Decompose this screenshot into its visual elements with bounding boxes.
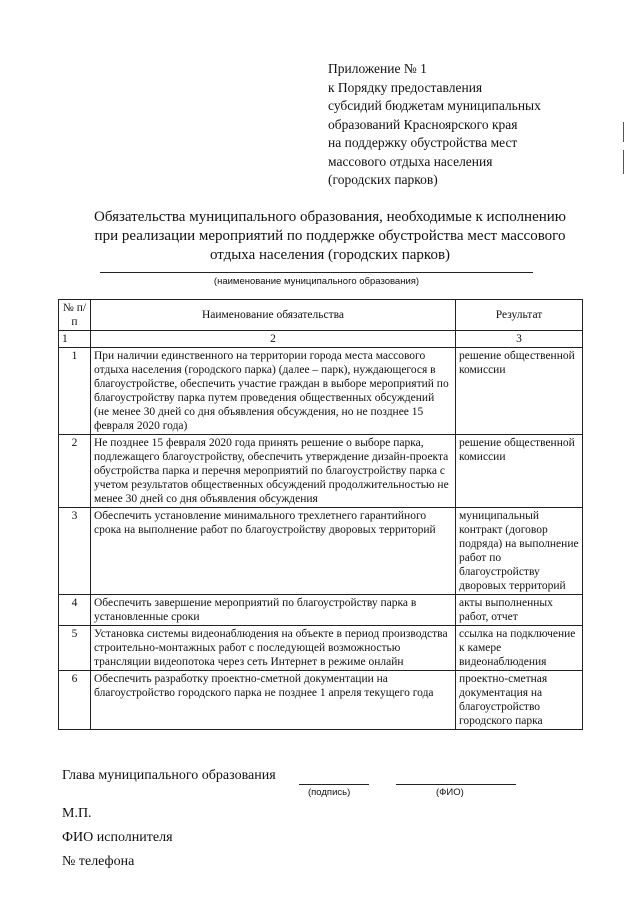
row-num: 2 bbox=[59, 435, 91, 508]
obligations-table bbox=[58, 299, 583, 730]
table-row bbox=[59, 435, 583, 508]
table-row bbox=[59, 626, 583, 671]
appendix-line: (городских парков) bbox=[328, 172, 438, 187]
row-result: решение общественной комиссии bbox=[456, 435, 583, 508]
signature-caption: (подпись) bbox=[308, 787, 351, 798]
header-num: № п/п bbox=[59, 300, 91, 331]
col-number: 2 bbox=[91, 331, 456, 348]
municipality-caption: (наименование муниципального образования) bbox=[213, 276, 420, 287]
appendix-line: на поддержку обустройства мест bbox=[328, 135, 518, 150]
executor-label: ФИО исполнителя bbox=[62, 830, 173, 845]
row-num: 6 bbox=[59, 671, 91, 730]
col-number: 1 bbox=[59, 331, 91, 348]
fio-caption: (ФИО) bbox=[436, 787, 464, 798]
row-name: Обеспечить завершение мероприятий по благоустройству парка в установленные сроки bbox=[91, 595, 456, 626]
scan-edge-mark bbox=[623, 122, 624, 142]
col-number: 3 bbox=[456, 331, 583, 348]
head-signature-label: Глава муниципального образования bbox=[62, 768, 276, 783]
title-line: отдыха населения (городских парков) bbox=[209, 247, 451, 263]
row-result: проектно-сметная документация на благоустройство городского парка bbox=[456, 671, 583, 730]
header-result: Результат bbox=[456, 300, 583, 331]
row-num: 1 bbox=[59, 348, 91, 435]
row-name: Обеспечить установление минимального трехлетнего гарантийного срока на выполнение работ по благоустройству дворовых территорий bbox=[91, 508, 456, 595]
row-result: ссылка на подключение к камере видеонаблюдения bbox=[456, 626, 583, 671]
row-name: Установка системы видеонаблюдения на объекте в период производства строительно-монтажных работ с последующей возможностью трансляции видеопотока через сеть Интернет в режиме онлайн bbox=[91, 626, 456, 671]
stamp-label: М.П. bbox=[62, 806, 92, 821]
municipality-name-line bbox=[100, 272, 533, 273]
appendix-line: Приложение № 1 bbox=[328, 61, 427, 76]
row-result: муниципальный контракт (договор подряда) на выполнение работ по благоустройству дворовых территорий bbox=[456, 508, 583, 595]
row-result: акты выполненных работ, отчет bbox=[456, 595, 583, 626]
signature-line bbox=[299, 784, 369, 785]
row-name: Не позднее 15 февраля 2020 года принять решение о выборе парка, подлежащего благоустройству, обеспечить утверждение дизайн-проекта обустройства парка и перечня мероприятий по благоустройству парка с учетом результатов общественных обсуждений продолжительностью не менее 30 дней со дня объявления обсуждения bbox=[91, 435, 456, 508]
row-name: При наличии единственного на территории города места массового отдыха населения (городского парка) (далее – парк), нуждающегося в благоустройстве, обеспечить участие граждан в выборе мероприятий по благоустройству парка путем проведения общественных обсуждений (не менее 30 дней со дня объявления обсуждения, но не позднее 15 февраля 2020 года) bbox=[91, 348, 456, 435]
table-row bbox=[59, 348, 583, 435]
title-line: при реализации мероприятий по поддержке обустройства мест массового bbox=[94, 228, 566, 244]
row-num: 5 bbox=[59, 626, 91, 671]
table-row bbox=[59, 671, 583, 730]
scan-edge-mark bbox=[623, 150, 624, 174]
document-title bbox=[60, 208, 600, 265]
appendix-line: субсидий бюджетам муниципальных bbox=[328, 98, 541, 113]
phone-label: № телефона bbox=[62, 854, 135, 869]
row-name: Обеспечить разработку проектно-сметной документации на благоустройство городского парка не позднее 1 апреля текущего года bbox=[91, 671, 456, 730]
table-row bbox=[59, 595, 583, 626]
appendix-line: образований Красноярского края bbox=[328, 116, 518, 132]
appendix-line: к Порядку предоставления bbox=[328, 79, 483, 95]
title-line: Обязательства муниципального образования, необходимые к исполнению bbox=[93, 209, 567, 225]
appendix-block bbox=[328, 60, 541, 190]
appendix-line: массового отдыха населения bbox=[328, 153, 493, 169]
fio-line bbox=[396, 784, 516, 785]
row-result: решение общественной комиссии bbox=[456, 348, 583, 435]
table-header-row bbox=[59, 300, 583, 331]
column-number-row bbox=[59, 331, 583, 348]
table-row bbox=[59, 508, 583, 595]
row-num: 4 bbox=[59, 595, 91, 626]
header-name: Наименование обязательства bbox=[91, 300, 456, 331]
row-num: 3 bbox=[59, 508, 91, 595]
